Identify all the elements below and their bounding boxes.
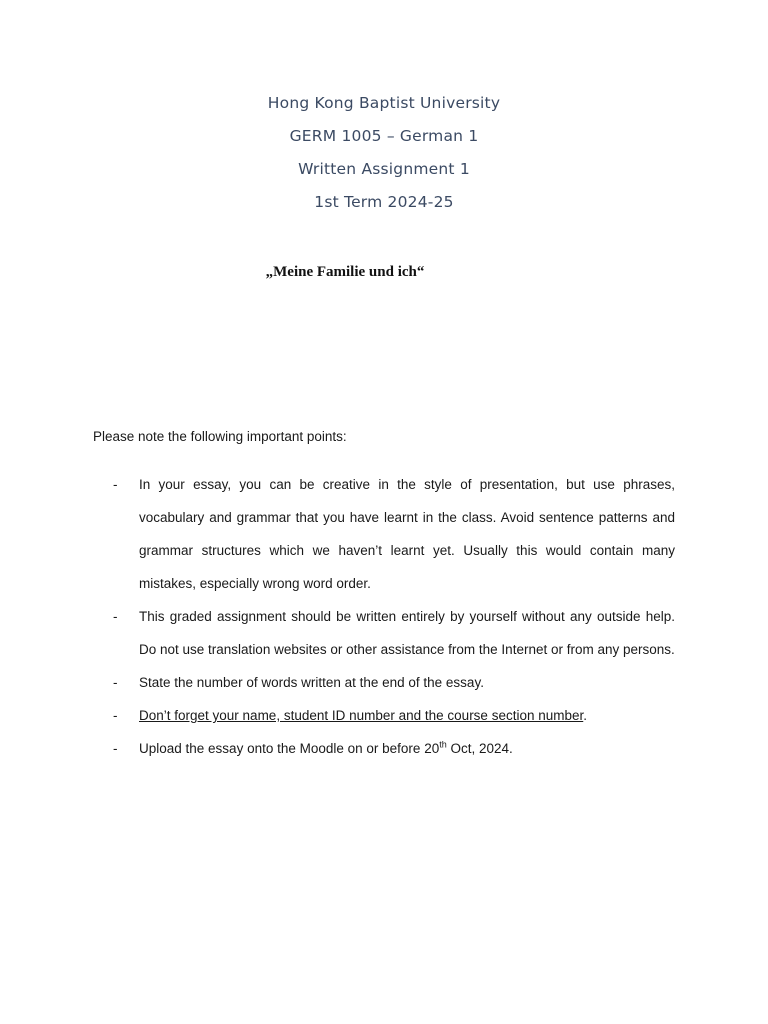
important-points-list (113, 468, 675, 765)
assignment-name: Written Assignment 1 (298, 160, 470, 178)
list-item (113, 600, 675, 666)
list-bullet: - (113, 675, 118, 690)
ordinal-suffix: th (439, 739, 447, 750)
document-header (0, 92, 768, 224)
list-item (113, 666, 675, 699)
term-label: 1st Term 2024-25 (314, 193, 454, 211)
university-name: Hong Kong Baptist University (267, 94, 501, 112)
course-code: GERM 1005 – German 1 (289, 127, 479, 145)
list-item (113, 732, 675, 765)
list-item-text: State the number of words written at the end of the essay. (139, 675, 484, 690)
reminder-period: . (583, 708, 588, 723)
essay-title: „Meine Familie und ich“ (265, 264, 425, 280)
upload-text: Upload the essay onto the Moodle on or before 20 (139, 741, 440, 756)
list-bullet: - (113, 741, 118, 756)
list-item-text (139, 699, 675, 732)
list-item-text: This graded assignment should be written entirely by yourself without any outside help. Do not use translation websites or other assistance from the Internet or from any persons. (139, 609, 675, 657)
list-bullet: - (113, 609, 118, 624)
list-item-text (139, 732, 675, 765)
list-item-text: In your essay, you can be creative in the style of presentation, but use phrases, vocabulary and grammar that you have learnt in the class. Avoid sentence patterns and grammar structures which we haven’t learnt yet. Usually this would contain many mistakes, especially wrong word order. (139, 477, 675, 591)
list-item (113, 699, 675, 732)
list-bullet: - (113, 477, 118, 492)
list-item (113, 468, 675, 600)
upload-date-rest: Oct, 2024. (446, 741, 513, 756)
intro-text: Please note the following important points: (93, 429, 347, 444)
list-bullet: - (113, 708, 118, 723)
underlined-reminder: Don’t forget your name, student ID number and the course section number (139, 708, 584, 723)
